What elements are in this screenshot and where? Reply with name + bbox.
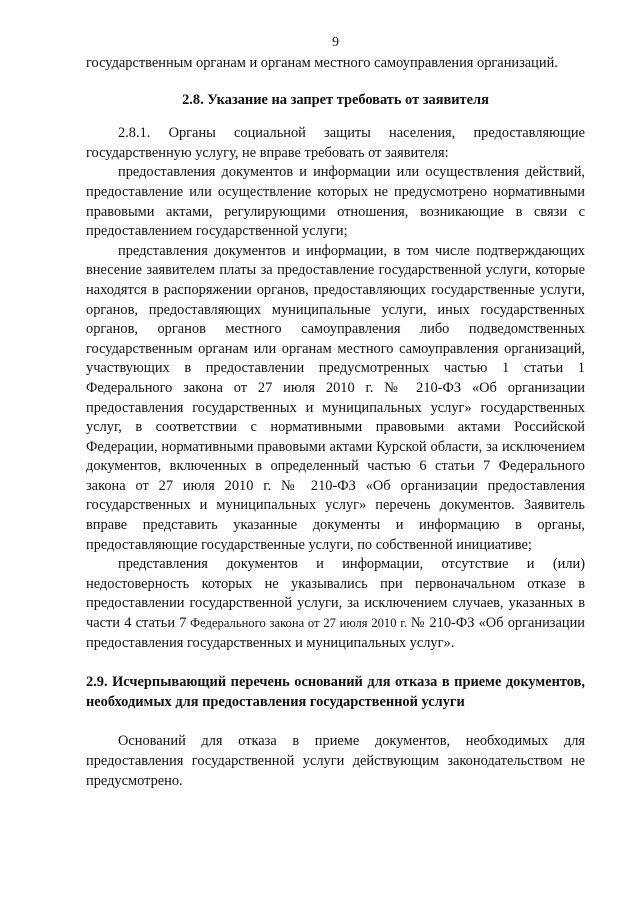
section-heading-2-9: 2.9. Исчерпывающий перечень оснований для отказа в приеме документов, необходимых для предоставления государственной услуги — [86, 674, 585, 710]
paragraph-2-9: Оснований для отказа в приеме документов, необходимых для предоставления государственной услуги действующим законодательством не предусмотрено. — [86, 733, 585, 789]
page-number: 9 — [332, 35, 339, 50]
paragraph-2-8-1: 2.8.1. Органы социальной защиты населения, предоставляющие государственную услугу, не вправе требовать от заявителя: — [86, 125, 585, 161]
paragraph-continuation: государственным органам и органам местного самоуправления организаций. — [86, 55, 558, 71]
paragraph-item-1: предоставления документов и информации или осуществления действий, предоставление или осуществление которых не предусмотрено нормативными правовыми актами, регулирующими отношения, возникающие в связи с предоставлением государственной услуги; — [86, 164, 585, 240]
paragraph-item-3 — [86, 555, 585, 653]
paragraph-item-3-text-b: № 210-ФЗ «Об организации предоставления государственных и муниципальных услуг». — [86, 615, 585, 651]
paragraph-item-2: представления документов и информации, в том числе подтверждающих внесение заявителем платы за предоставление государственной услуги, которые находятся в распоряжении органов, предоставляющих государственные услуги, органов, предоставляющих муниципальные услуги, иных государственных органов, органов местного самоуправления либо подведомственных государственным органам или органам местного самоуправления организаций, участвующих в предоставлении предусмотренных частью 1 статьи 1 Федерального закона от 27 июля 2010 г. № 210-ФЗ «Об организации предоставления государственных и муниципальных услуг» государственных услуг, в соответствии с нормативными правовыми актами Российской Федерации, нормативными правовыми актами Курской области, за исключением документов, включенных в определенный частью 6 статьи 7 Федерального закона от 27 июля 2010 г. № 210-ФЗ «Об организации предоставления государственных и муниципальных услуг» перечень документов. Заявитель вправе представить указанные документы и информацию в органы, предоставляющие государственные услуги, по собственной инициативе; — [86, 242, 585, 553]
paragraph-item-3-text-small: Федерального закона от 27 июля 2010 г. — [186, 616, 411, 631]
section-heading-2-8: 2.8. Указание на запрет требовать от заявителя — [182, 91, 489, 108]
paragraph-item-3-text-a: представления документов и информации, отсутствие и (или) недостоверность которых не указывались при первоначальном отказе в предоставлении государственной услуги, за исключением случаев, указанных в части 4 статьи 7 — [86, 556, 585, 632]
